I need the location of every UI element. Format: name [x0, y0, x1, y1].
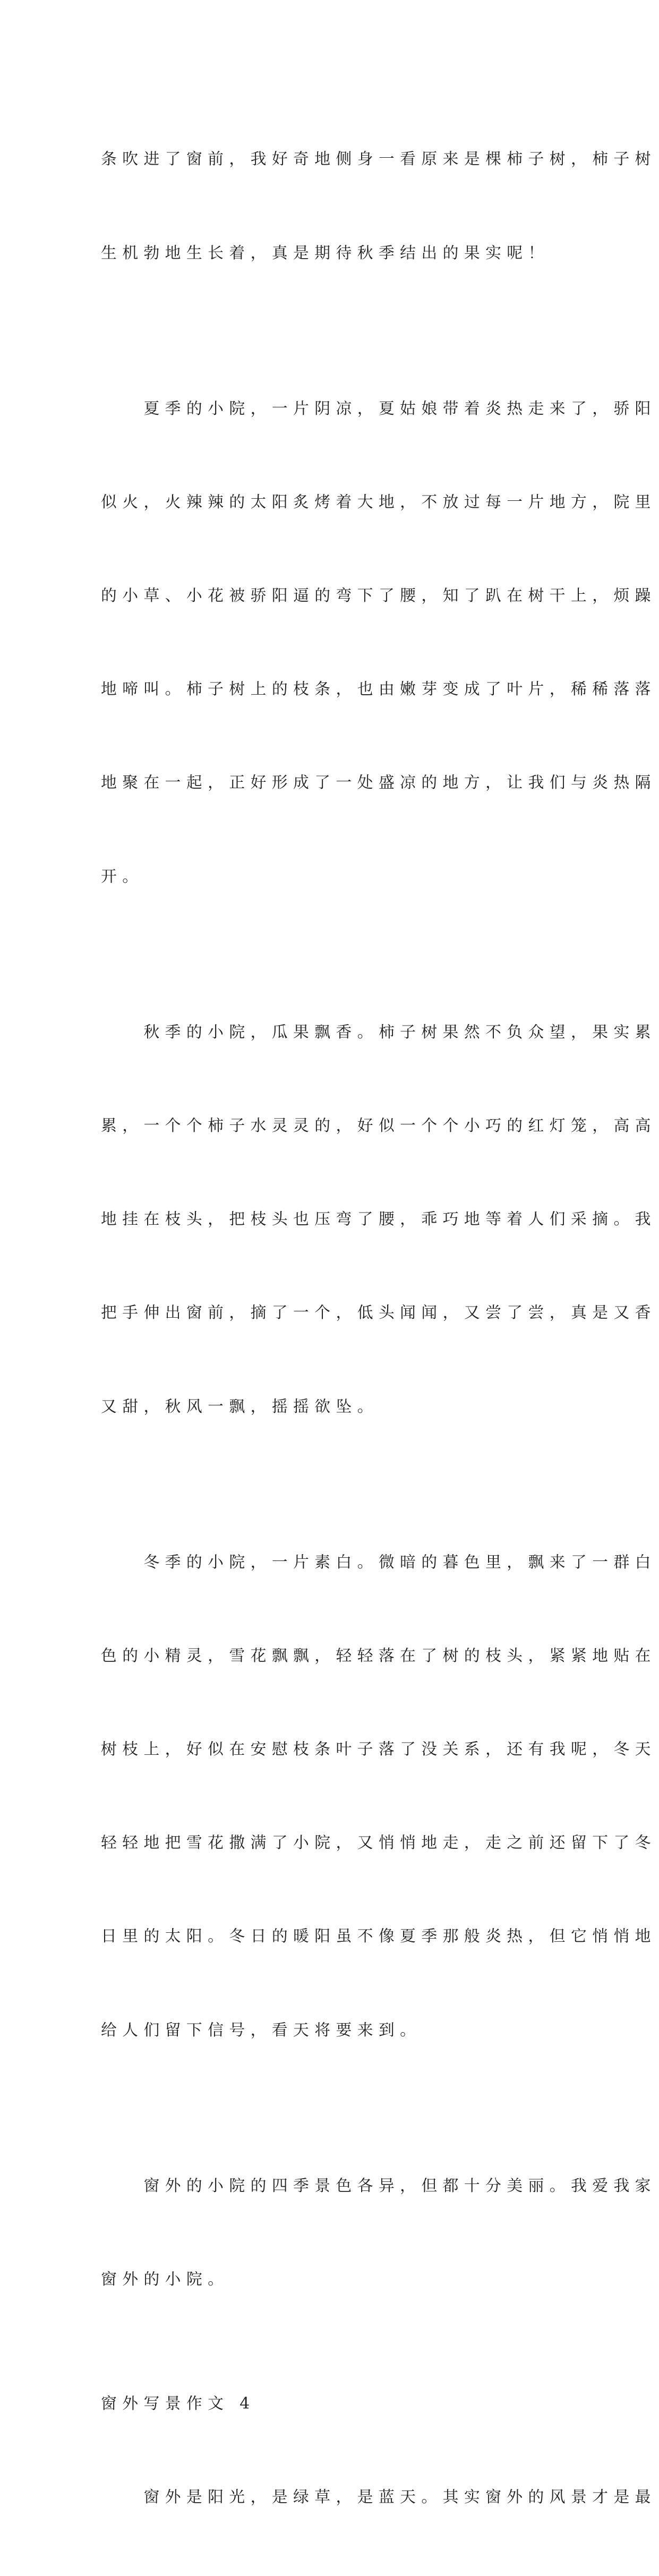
- section-title: 窗外写景作文 4: [101, 2394, 255, 2413]
- text-line: 地啼叫。柿子树上的枝条，也由嫩芽变成了叶片，稀稀落落: [101, 680, 656, 699]
- paragraph-2: [101, 331, 656, 955]
- text-line: 地聚在一起，正好形成了一处盛凉的地方，让我们与炎热隔: [101, 773, 656, 792]
- text-line: 日里的太阳。冬日的暖阳虽不像夏季那般炎热，但它悄悄地: [101, 1927, 656, 1946]
- paragraph-3: [101, 955, 656, 1485]
- text-line: 的小草、小花被骄阳逼的弯下了腰，知了趴在树干上，烦躁: [101, 586, 656, 605]
- text-line: 秋季的小院，瓜果飘香。柿子树果然不负众望，果实累: [143, 1023, 656, 1042]
- document-body: [101, 82, 656, 2576]
- paragraph-6: [101, 2420, 656, 2576]
- paragraph-1: [101, 82, 656, 331]
- text-line: 生机勃地生长着，真是期待秋季结出的果实呢！: [101, 243, 550, 262]
- text-line: 树枝上，好似在安慰枝条叶子落了没关系，还有我呢，冬天: [101, 1740, 656, 1759]
- text-line: 窗外的小院。: [101, 2270, 229, 2289]
- text-line: 夏季的小院，一片阴凉，夏姑娘带着炎热走来了，骄阳: [143, 399, 656, 419]
- text-line: 色的小精灵，雪花飘飘，轻轻落在了树的枝头，紧紧地贴在: [101, 1647, 656, 1666]
- text-line: 窗外的小院的四季景色各异，但都十分美丽。我爱我家: [143, 2177, 656, 2196]
- text-line: 地挂在枝头，把枝头也压弯了腰，乖巧地等着人们采摘。我: [101, 1210, 656, 1229]
- text-line: 冬季的小院，一片素白。微暗的暮色里，飘来了一群白: [143, 1553, 656, 1572]
- text-line: 开。: [101, 867, 144, 886]
- text-line: 窗外是阳光，是绿草，是蓝天。其实窗外的风景才是最: [143, 2488, 656, 2507]
- section-title-block: [101, 2389, 563, 2420]
- text-line: 又甜，秋风一飘，摇摇欲坠。: [101, 1397, 379, 1416]
- paragraph-5: [101, 2109, 656, 2358]
- text-line: 轻轻地把雪花撒满了小院，又悄悄地走，走之前还留下了冬: [101, 1833, 656, 1853]
- text-line: 条吹进了窗前，我好奇地侧身一看原来是棵柿子树，柿子树: [101, 150, 656, 169]
- paragraph-4: [101, 1485, 656, 2109]
- text-line: 给人们留下信号，看天将要来到。: [101, 2020, 422, 2040]
- text-line: 似火，火辣辣的太阳炙烤着大地，不放过每一片地方，院里: [101, 493, 656, 512]
- text-line: 累，一个个柿子水灵灵的，好似一个个小巧的红灯笼，高高: [101, 1116, 656, 1136]
- text-line: 把手伸出窗前，摘了一个，低头闻闻，又尝了尝，真是又香: [101, 1303, 656, 1323]
